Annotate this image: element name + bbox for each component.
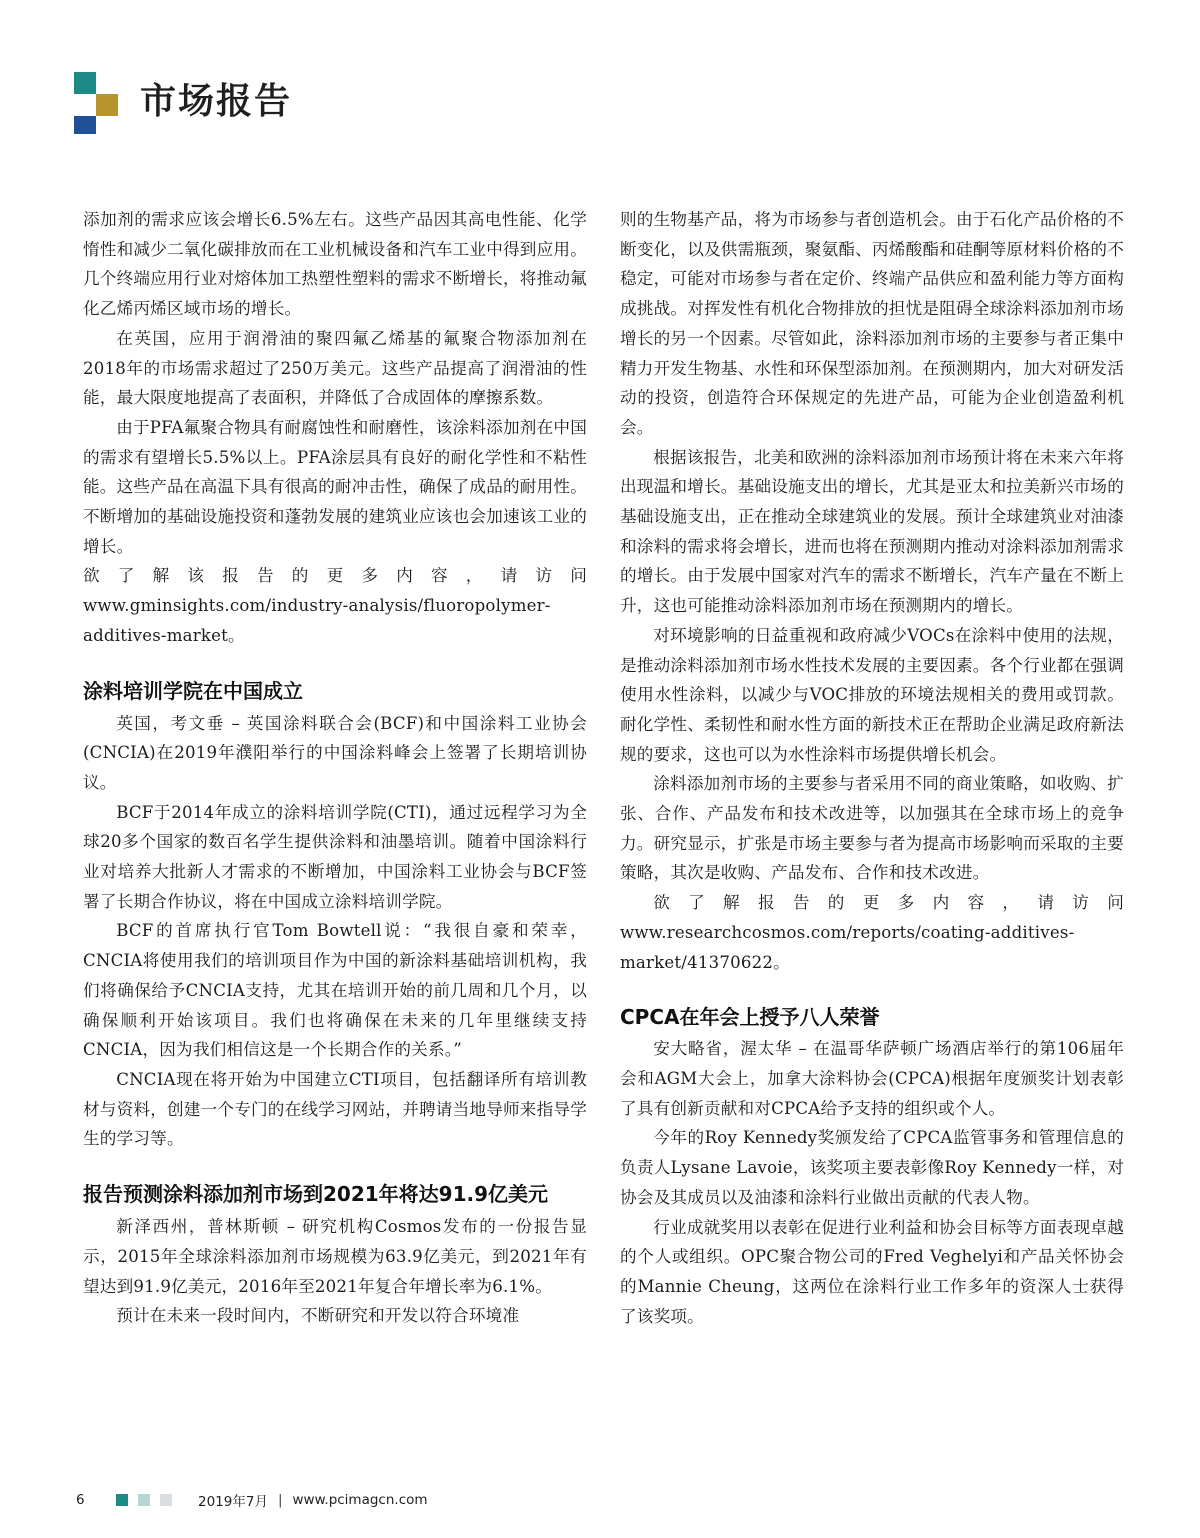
article-heading-cpca: CPCA在年会上授予八人荣誉 bbox=[620, 1005, 880, 1030]
paragraph: 今年的Roy Kennedy奖颁发给了CPCA监管事务和管理信息的负责人Lysane Lavoie，该奖项主要表彰像Roy Kennedy一样，对协会及其成员以及油漆和涂料行业做出贡献的代表人物。 bbox=[620, 1128, 1124, 1207]
website: www.pcimagcn.com bbox=[292, 1492, 428, 1508]
right-column bbox=[620, 205, 1124, 1331]
left-column bbox=[83, 205, 587, 1331]
paragraph-quote: BCF的首席执行官Tom Bowtell说：“我很自豪和荣幸，CNCIA将使用我们的培训项目作为中国的新涂料基础培训机构，我们将确保给予CNCIA支持，尤其在培训开始的前几周和几个月，以确保顺利开始该项目。我们也将确保在未来的几年里继续支持CNCIA，因为我们相信这是一个长期合作的关系。” bbox=[83, 921, 587, 1060]
paragraph: 安大略省，渥太华 – 在温哥华萨顿广场酒店举行的第106届年会和AGM大会上，加拿大涂料协会(CPCA)根据年度颁奖计划表彰了具有创新贡献和对CPCA给予支持的组织或个人。 bbox=[620, 1039, 1124, 1118]
paragraph-link: 欲了解报告的更多内容，请访问www.researchcosmos.com/reports/coating-additives-market/41370622。 bbox=[620, 893, 1124, 972]
article-heading-cti: 涂料培训学院在中国成立 bbox=[83, 678, 303, 703]
article-heading-report: 报告预测涂料添加剂市场到2021年将达91.9亿美元 bbox=[83, 1182, 549, 1207]
paragraph: 在英国，应用于润滑油的聚四氟乙烯基的氟聚合物添加剂在2018年的市场需求超过了250万美元。这些产品提高了润滑油的性能，最大限度地提高了表面积，并降低了合成固体的摩擦系数。 bbox=[83, 328, 587, 408]
paragraph: 对环境影响的日益重视和政府减少VOCs在涂料中使用的法规，是推动涂料添加剂市场水性技术发展的主要因素。各个行业都在强调使用水性涂料，以减少与VOC排放的环境法规相关的费用或罚款。耐化学性、柔韧性和耐水性方面的新技术正在帮助企业满足政府新法规的要求，这也可以为水性涂料市场提供增长机会。 bbox=[620, 625, 1124, 764]
page-number: 6 bbox=[76, 1492, 85, 1508]
paragraph: 由于PFA氟聚合物具有耐腐蚀性和耐磨性，该涂料添加剂在中国的需求有望增长5.5%以上。PFA涂层具有良好的耐化学性和不粘性能。这些产品在高温下具有很高的耐冲击性，确保了成品的耐用性。不断增加的基础设施投资和蓬勃发展的建筑业应该也会加速该工业的增长。 bbox=[83, 417, 587, 556]
footer-square bbox=[116, 1494, 128, 1506]
paragraph: 预计在未来一段时间内，不断研究和开发以符合环境准 bbox=[116, 1306, 520, 1326]
paragraph-link: 欲了解该报告的更多内容，请访问www.gminsights.com/industry-analysis/fluoropolymer-additives-market。 bbox=[83, 566, 587, 645]
logo-square-gold bbox=[96, 94, 118, 116]
section-title: 市场报告 bbox=[140, 81, 293, 122]
footer-separator: | bbox=[277, 1492, 283, 1508]
footer-square bbox=[160, 1494, 172, 1506]
paragraph: 行业成就奖用以表彰在促进行业利益和协会目标等方面表现卓越的个人或组织。OPC聚合物公司的Fred Veghelyi和产品关怀协会的Mannie Cheung，这两位在涂料行业工作多年的资深人士获得了该奖项。 bbox=[620, 1217, 1124, 1326]
section-logo bbox=[74, 72, 122, 132]
paragraph: 英国，考文垂 – 英国涂料联合会(BCF)和中国涂料工业协会(CNCIA)在2019年濮阳举行的中国涂料峰会上签署了长期培训协议。 bbox=[83, 713, 587, 792]
paragraph: BCF于2014年成立的涂料培训学院(CTI)，通过远程学习为全球20多个国家的数百名学生提供涂料和油墨培训。随着中国涂料行业对培养大批新人才需求的不断增加，中国涂料工业协会与BCF签署了长期合作协议，将在中国成立涂料培训学院。 bbox=[83, 802, 587, 911]
paragraph: 根据该报告，北美和欧洲的涂料添加剂市场预计将在未来六年将出现温和增长。基础设施支出的增长，尤其是亚太和拉美新兴市场的基础设施支出，正在推动全球建筑业的发展。预计全球建筑业对油漆和涂料的需求将会增长，进而也将在预测期内推动对涂料添加剂需求的增长。由于发展中国家对汽车的需求不断增长，汽车产量在不断上升，这也可能推动涂料添加剂市场在预测期内的增长。 bbox=[620, 447, 1124, 616]
paragraph: 新泽西州，普林斯顿 – 研究机构Cosmos发布的一份报告显示，2015年全球涂料添加剂市场规模为63.9亿美元，到2021年有望达到91.9亿美元，2016年至2021年复合年增长率为6.1%。 bbox=[83, 1217, 587, 1296]
paragraph: 涂料添加剂市场的主要参与者采用不同的商业策略，如收购、扩张、合作、产品发布和技术改进等，以加强其在全球市场上的竞争力。研究显示，扩张是市场主要参与者为提高市场影响而采取的主要策略，其次是收购、产品发布、合作和技术改进。 bbox=[620, 774, 1124, 883]
footer-square bbox=[138, 1494, 150, 1506]
paragraph: 则的生物基产品，将为市场参与者创造机会。由于石化产品价格的不断变化，以及供需瓶颈，聚氨酯、丙烯酸酯和硅酮等原材料价格的不稳定，可能对市场参与者在定价、终端产品供应和盈利能力等方面构成挑战。对挥发性有机化合物排放的担忧是阻碍全球涂料添加剂市场增长的另一个因素。尽管如此，涂料添加剂市场的主要参与者正集中精力开发生物基、水性和环保型添加剂。在预测期内，加大对研发活动的投资，创造符合环保规定的先进产品，可能为企业创造盈利机会。 bbox=[620, 210, 1124, 437]
issue-date: 2019年7月 bbox=[198, 1494, 268, 1510]
paragraph: 添加剂的需求应该会增长6.5%左右。这些产品因其高电性能、化学惰性和减少二氧化碳排放而在工业机械设备和汽车工业中得到应用。几个终端应用行业对熔体加工热塑性塑料的需求不断增长，将推动氟化乙烯丙烯区域市场的增长。 bbox=[83, 210, 587, 319]
logo-square-teal bbox=[74, 72, 96, 94]
page-footer bbox=[76, 1490, 428, 1510]
paragraph: CNCIA现在将开始为中国建立CTI项目，包括翻译所有培训教材与资料，创建一个专门的在线学习网站，并聘请当地导师来指导学生的学习等。 bbox=[83, 1069, 587, 1149]
logo-square-blue bbox=[74, 116, 96, 134]
